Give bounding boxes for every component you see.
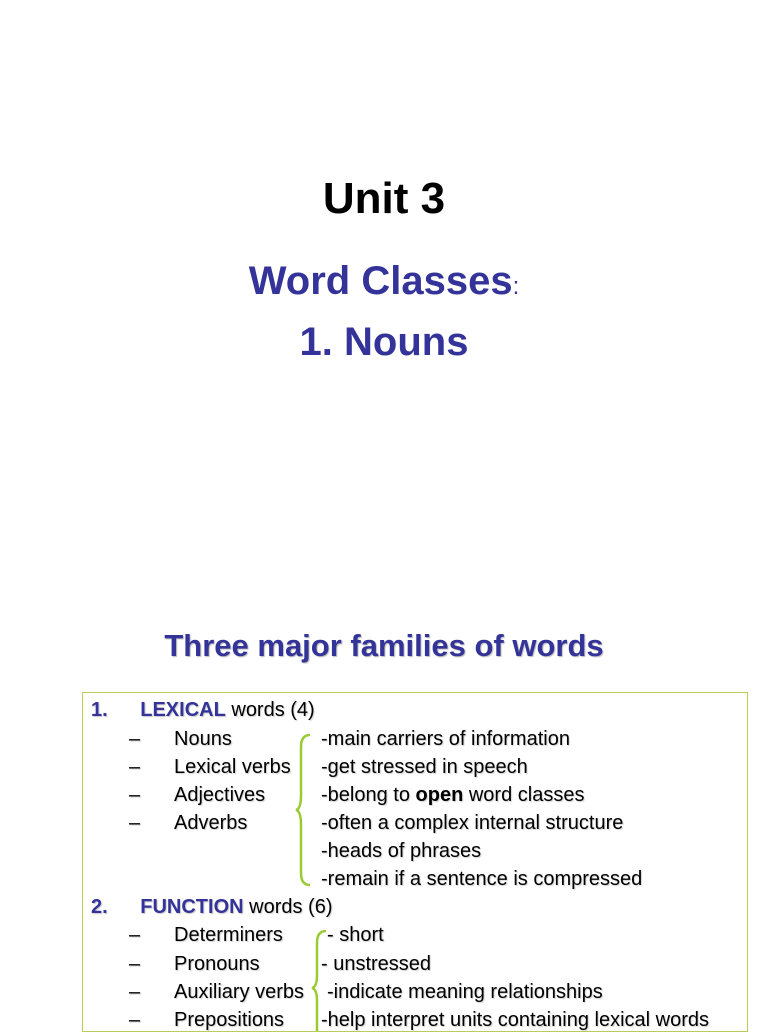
- lexical-note-3-bold: open: [415, 784, 464, 806]
- function-rest: words (6): [243, 896, 333, 918]
- lexical-note-3-before: -belong to: [321, 784, 416, 806]
- nouns-heading: 1. Nouns: [299, 320, 469, 364]
- lexical-number: 1.: [91, 699, 108, 721]
- function-item-determiners: Determiners: [174, 924, 283, 946]
- function-dash-2: –: [129, 953, 141, 975]
- lexical-dash-4: –: [129, 812, 141, 834]
- lexical-dash-2: –: [129, 756, 141, 778]
- function-heading: [91, 896, 332, 919]
- lexical-note-6: -remain if a sentence is compressed: [321, 868, 643, 890]
- lexical-dash-3: –: [129, 784, 141, 806]
- lexical-item-adjectives: Adjectives: [174, 784, 266, 806]
- function-note-1: - short: [327, 924, 384, 946]
- lexical-note-2: -get stressed in speech: [321, 756, 528, 778]
- function-note-3: -indicate meaning relationships: [327, 981, 603, 1003]
- function-dash-4: –: [129, 1009, 141, 1031]
- function-note-2: - unstressed: [321, 953, 432, 975]
- word-classes-text: Word Classes: [248, 259, 513, 303]
- unit-title: Unit 3: [322, 174, 446, 223]
- function-item-prepositions: Prepositions: [174, 1009, 285, 1031]
- function-note-4: -help interpret units containing lexical words: [321, 1009, 709, 1031]
- lexical-note-4: -often a complex internal structure: [321, 812, 624, 834]
- lexical-heading: [91, 699, 315, 722]
- lexical-note-3-after: word classes: [463, 784, 585, 806]
- word-classes-colon: :: [512, 273, 520, 300]
- lexical-dash-1: –: [129, 728, 141, 750]
- lexical-rest: words (4): [225, 699, 315, 721]
- function-dash-1: –: [129, 924, 141, 946]
- word-classes-heading: [0, 259, 768, 304]
- function-dash-3: –: [129, 981, 141, 1003]
- function-item-pronouns: Pronouns: [174, 953, 260, 975]
- lexical-brace-icon: [295, 733, 313, 887]
- function-number: 2.: [91, 896, 108, 918]
- function-keyword: FUNCTION: [140, 896, 244, 918]
- lexical-keyword: LEXICAL: [140, 699, 226, 721]
- lexical-note-3: [321, 784, 584, 807]
- word-families-box: [82, 692, 748, 1032]
- lexical-item-nouns: Nouns: [174, 728, 232, 750]
- families-title: Three major families of words: [164, 628, 604, 663]
- lexical-item-adverbs: Adverbs: [174, 812, 248, 834]
- function-item-auxiliary-verbs: Auxiliary verbs: [174, 981, 305, 1003]
- lexical-note-5: -heads of phrases: [321, 840, 482, 862]
- lexical-item-lexical-verbs: Lexical verbs: [174, 756, 291, 778]
- lexical-note-1: -main carriers of information: [321, 728, 570, 750]
